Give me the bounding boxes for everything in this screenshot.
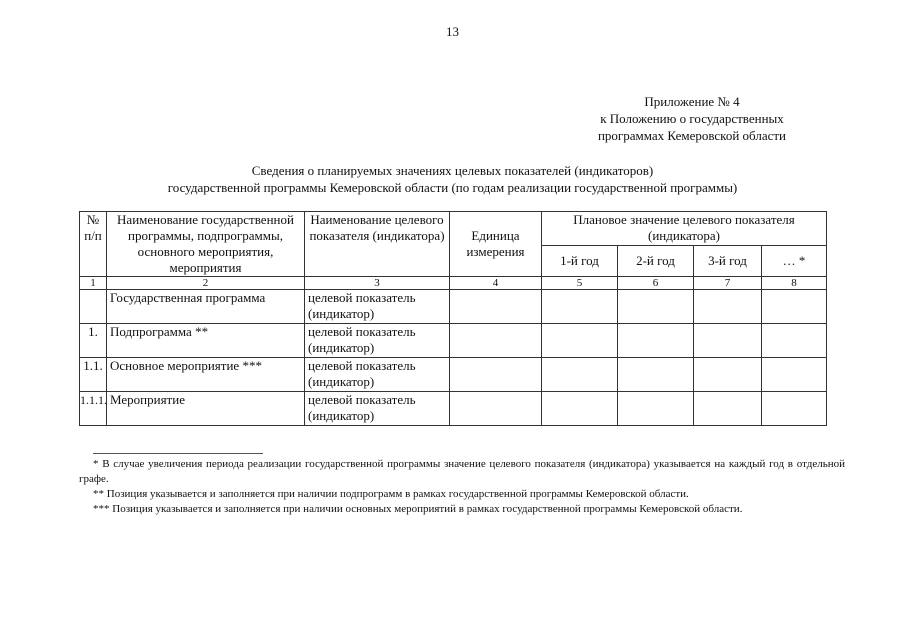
column-number-row [80,277,827,290]
header-year-3: 3-й год [694,246,762,277]
header-row [80,212,827,246]
row-indicator: целевой показатель (индикатор) [305,290,450,324]
row-year-2-value [618,392,694,426]
indicators-table [79,211,827,426]
column-number: 6 [618,277,694,290]
row-year-3-value [694,358,762,392]
row-year-3-value [694,392,762,426]
footnote-1: * В случае увеличения периода реализации государственной программы значение целевого показателя (индикатора) указывается на каждый год в отдельной графе. [79,458,845,485]
row-unit [450,324,542,358]
header-program-name: Наименование государственной программы, подпрограммы, основного мероприятия, мероприятия [107,212,305,277]
header-indicator-name: Наименование целевого показателя (индикатора) [305,212,450,277]
row-num: 1.1.1. [80,392,107,426]
header-planned-value: Плановое значение целевого показателя (индикатора) [542,212,827,246]
row-year-2-value [618,324,694,358]
row-num [80,290,107,324]
row-year-1-value [542,324,618,358]
row-indicator: целевой показатель (индикатор) [305,324,450,358]
table-row [80,358,827,392]
appendix-caption [562,93,822,144]
row-name: Подпрограмма ** [107,324,305,358]
row-year-2-value [618,290,694,324]
appendix-line-3: программах Кемеровской области [597,128,787,143]
header-year-more: … * [762,246,827,277]
column-number: 1 [80,277,107,290]
row-name: Основное мероприятие *** [107,358,305,392]
row-unit [450,290,542,324]
document-title-line-2: государственной программы Кемеровской области (по годам реализации государственной программы) [167,180,738,195]
column-number: 8 [762,277,827,290]
row-name: Государственная программа [107,290,305,324]
row-unit [450,392,542,426]
table-row [80,324,827,358]
column-number: 2 [107,277,305,290]
row-year-2-value [618,358,694,392]
header-year-2: 2-й год [618,246,694,277]
appendix-line-1: Приложение № 4 [644,94,740,109]
page-number: 13 [446,24,459,39]
footnote-3: *** Позиция указывается и заполняется при наличии основных мероприятий в рамках государственной программы Кемеровской области. [93,503,743,515]
row-year-more-value [762,290,827,324]
row-year-1-value [542,392,618,426]
row-num: 1.1. [80,358,107,392]
row-num: 1. [80,324,107,358]
footnote-2: ** Позиция указывается и заполняется при наличии подпрограмм в рамках государственной программы Кемеровской области. [93,488,689,500]
row-year-more-value [762,324,827,358]
row-indicator: целевой показатель (индикатор) [305,392,450,426]
table-row [80,290,827,324]
column-number: 3 [305,277,450,290]
row-year-1-value [542,358,618,392]
row-year-1-value [542,290,618,324]
row-year-3-value [694,290,762,324]
document-title-line-1: Сведения о планируемых значениях целевых показателей (индикаторов) [251,163,654,178]
column-number: 4 [450,277,542,290]
row-unit [450,358,542,392]
header-year-1: 1-й год [542,246,618,277]
column-number: 7 [694,277,762,290]
row-year-more-value [762,392,827,426]
appendix-line-2: к Положению о государственных [600,111,784,126]
header-unit: Единица измерения [450,212,542,277]
document-title [0,162,905,196]
row-year-3-value [694,324,762,358]
footnote-separator [93,453,263,454]
row-year-more-value [762,358,827,392]
header-num: № п/п [80,212,107,277]
row-name: Мероприятие [107,392,305,426]
column-number: 5 [542,277,618,290]
footnotes [79,457,845,517]
row-indicator: целевой показатель (индикатор) [305,358,450,392]
table-row [80,392,827,426]
